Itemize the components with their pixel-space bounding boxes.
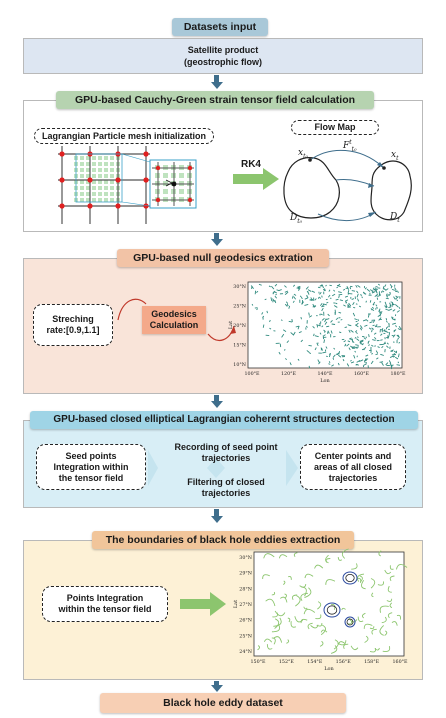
- seed-points-line1: Seed points: [65, 450, 117, 461]
- geodesic-segment: [252, 286, 253, 289]
- mesh-grid: [58, 146, 150, 224]
- mesh-cell: [98, 180, 102, 184]
- geodesic-segment: [356, 304, 357, 305]
- mesh-cell: [92, 174, 96, 178]
- x-tick-label: 160°E: [353, 372, 370, 377]
- mesh-cell: [80, 192, 84, 196]
- y-tick-label: 25°N: [233, 304, 246, 310]
- zoom-node: [156, 166, 160, 170]
- geodesic-segment: [375, 326, 376, 327]
- geodesic-segment: [292, 319, 293, 322]
- x-tick-label: 180°E: [390, 372, 406, 377]
- mesh-node: [115, 203, 120, 208]
- integration-arrow-icon: [180, 592, 228, 616]
- center-points-line3: trajectories: [328, 472, 378, 483]
- mesh-cell: [92, 198, 96, 202]
- zoom-node: [188, 198, 192, 202]
- recording-line1: Recording of seed point: [174, 442, 278, 452]
- mesh-cell: [98, 156, 102, 160]
- mesh-node: [143, 203, 148, 208]
- geodesic-segment: [314, 334, 315, 336]
- geodesic-segment: [380, 340, 382, 341]
- zoom-cell: [163, 173, 168, 178]
- stretching-rate-box: [33, 304, 113, 346]
- y-tick-label: 24°N: [239, 650, 252, 655]
- particle-mesh-diagram: [58, 146, 236, 226]
- symbol-x-t0-sub: t₀: [303, 152, 308, 160]
- satellite-product-panel: [23, 38, 423, 74]
- y-tick-label: 29°N: [239, 571, 252, 577]
- x-tick-label: 140°E: [317, 372, 333, 377]
- geodesic-segment: [392, 354, 395, 355]
- flow-map-label: Flow Map: [291, 120, 379, 135]
- mesh-init-label: Lagrangian Particle mesh initialization: [34, 128, 214, 144]
- geodesic-segment: [339, 294, 343, 295]
- geodesic-segment: [336, 303, 338, 304]
- plot-frame: [248, 282, 402, 368]
- geodesic-segment: [383, 286, 384, 289]
- seed-points-line3: the tensor field: [58, 472, 124, 483]
- geodesic-segment: [376, 324, 377, 327]
- mesh-node: [87, 203, 92, 208]
- geodesic-segment: [377, 298, 378, 300]
- geodesic-segment: [318, 287, 320, 288]
- geodesic-segment: [397, 365, 400, 366]
- zoom-cell: [179, 189, 184, 194]
- mesh-node: [59, 177, 64, 182]
- geodesic-segment: [285, 349, 286, 351]
- null-geodesics-plot: [228, 278, 408, 386]
- geodesic-segment: [326, 326, 329, 327]
- mesh-cell: [92, 162, 96, 166]
- mesh-cell: [98, 192, 102, 196]
- null-geodesics-header: GPU-based null geodesics extration: [117, 249, 329, 267]
- symbol-x-t-base: x: [391, 150, 397, 160]
- geodesic-segment: [263, 325, 264, 328]
- mesh-node: [143, 151, 148, 156]
- symbol-x-t0-base: x: [298, 148, 304, 158]
- geodesic-segment: [281, 320, 282, 321]
- mesh-cell: [80, 168, 84, 172]
- y-tick-label: 10°N: [233, 363, 246, 368]
- mesh-cell: [98, 168, 102, 172]
- zoom-node: [188, 166, 192, 170]
- mesh-cell: [110, 156, 114, 160]
- geodesic-segment: [380, 362, 383, 363]
- x-axis-label: Lon: [324, 666, 334, 672]
- mesh-node: [115, 177, 120, 182]
- lcs-detection-header: GPU-based closed elliptical Lagrangian coherernt structures dectection: [30, 411, 418, 429]
- zoom-cell: [163, 189, 168, 194]
- rk4-arrow-icon: [233, 168, 281, 190]
- mesh-node: [143, 177, 148, 182]
- symbol-flow-map-F: [343, 139, 357, 153]
- symbol-D-t-base: D: [390, 212, 398, 222]
- geodesic-segment: [370, 300, 371, 302]
- mesh-cell: [92, 168, 96, 172]
- mesh-cell: [80, 198, 84, 202]
- geodesic-segment: [307, 295, 308, 296]
- geodesic-segment: [318, 297, 319, 298]
- geodesics-line1: Geodesics: [151, 309, 197, 319]
- geodesic-segment: [301, 317, 302, 319]
- geodesic-segment: [336, 354, 338, 355]
- geodesic-segment: [309, 353, 310, 354]
- seed-points-line2: Integration within: [53, 461, 129, 472]
- y-tick-label: 30°N: [239, 556, 252, 561]
- symbol-F-sub: t₀: [351, 145, 357, 153]
- mesh-cell: [92, 180, 96, 184]
- recording-label: [156, 442, 296, 464]
- black-hole-dataset-output: Black hole eddy dataset: [100, 693, 346, 713]
- datasets-input-header: Datasets input: [172, 18, 268, 36]
- geodesic-segment: [388, 307, 391, 308]
- mesh-node: [59, 151, 64, 156]
- x-tick-label: 152°E: [278, 660, 294, 665]
- mesh-cell: [110, 168, 114, 172]
- symbol-D-t0-base: D: [290, 213, 298, 223]
- mesh-node: [59, 203, 64, 208]
- mesh-cell: [104, 186, 108, 190]
- geodesic-segment: [381, 313, 382, 315]
- symbol-D-t0-sub: t₀: [297, 217, 303, 225]
- mesh-node: [87, 177, 92, 182]
- points-integration-line1: Points Integration: [66, 593, 144, 603]
- mesh-cell: [98, 186, 102, 190]
- y-tick-label: 25°N: [239, 634, 252, 640]
- mesh-cell: [92, 186, 96, 190]
- geodesic-segment: [389, 332, 390, 336]
- geodesics-calculation-box: [142, 306, 206, 334]
- mesh-cell: [80, 174, 84, 178]
- symbol-x-t-sub: t: [396, 154, 399, 162]
- x-tick-label: 120°E: [280, 372, 297, 377]
- y-tick-label: 15°N: [233, 343, 246, 349]
- mesh-cell: [80, 186, 84, 190]
- mesh-cell: [104, 174, 108, 178]
- filtering-label: [156, 477, 296, 499]
- mesh-cell: [80, 156, 84, 160]
- mesh-cell: [92, 156, 96, 160]
- symbol-F-base: F: [343, 141, 350, 151]
- seed-points-box: [36, 444, 146, 490]
- mesh-cell: [104, 180, 108, 184]
- geodesic-segment: [267, 311, 268, 313]
- filtering-line2: trajectories: [201, 488, 251, 498]
- symbol-F-sup: t: [349, 139, 352, 146]
- geodesic-segment: [265, 299, 267, 300]
- mesh-cell: [98, 174, 102, 178]
- y-tick-label: 20°N: [233, 324, 246, 329]
- symbol-x-t: [391, 150, 399, 162]
- x-axis-label: Lon: [320, 378, 330, 384]
- mesh-cell: [98, 198, 102, 202]
- geodesic-segment: [328, 364, 330, 365]
- y-axis-label: Lat: [228, 320, 234, 330]
- recording-line2: trajectories: [201, 453, 251, 463]
- mesh-cell: [98, 162, 102, 166]
- mesh-cell: [104, 156, 108, 160]
- zoom-node: [156, 198, 160, 202]
- mesh-cell: [104, 162, 108, 166]
- mesh-cell: [104, 168, 108, 172]
- mesh-cell: [80, 180, 84, 184]
- satellite-product-line2: (geostrophic flow): [184, 57, 262, 67]
- rk4-label: RK4: [240, 159, 261, 170]
- mesh-cell: [110, 162, 114, 166]
- stretching-rate-line2: rate:[0.9,1.1]: [46, 325, 100, 335]
- zoom-center-node: [172, 182, 177, 187]
- mesh-cell: [104, 198, 108, 202]
- points-integration-line2: within the tensor field: [58, 604, 152, 614]
- geodesic-segment: [369, 334, 370, 337]
- filtering-line1: Filtering of closed: [187, 477, 265, 487]
- symbol-x-t0: [298, 148, 308, 160]
- black-hole-eddies-plot: [232, 548, 412, 676]
- geodesic-segment: [366, 301, 367, 303]
- x-tick-label: 154°E: [307, 660, 323, 665]
- geodesic-segment: [352, 291, 355, 292]
- geodesic-segment: [353, 307, 355, 308]
- black-hole-header: The boundaries of black hole eddies extraction: [92, 531, 354, 549]
- mesh-cell: [110, 198, 114, 202]
- center-points-line1: Center points and: [314, 450, 392, 461]
- x-tick-label: 100°E: [244, 372, 260, 377]
- geodesic-segment: [333, 358, 334, 360]
- stretching-rate-line1: Streching: [52, 314, 94, 324]
- mesh-cell: [104, 192, 108, 196]
- x-tick-label: 158°E: [364, 660, 380, 665]
- mesh-cell: [110, 180, 114, 184]
- symbol-D-t-sub: t: [397, 216, 400, 224]
- mesh-cell: [110, 186, 114, 190]
- y-tick-label: 30°N: [233, 285, 246, 290]
- mesh-cell: [80, 162, 84, 166]
- mesh-cell: [110, 174, 114, 178]
- satellite-product-line1: Satellite product: [187, 45, 259, 55]
- geodesic-segment: [360, 344, 362, 345]
- x-tick-label: 160°E: [392, 660, 408, 665]
- mesh-cell: [110, 192, 114, 196]
- center-points-line2: areas of all closed: [313, 461, 393, 472]
- geodesic-segment: [386, 318, 387, 320]
- symbol-D-t0: [290, 213, 302, 225]
- geodesic-segment: [309, 313, 310, 316]
- geodesic-segment: [322, 296, 323, 298]
- x-tick-label: 150°E: [250, 660, 266, 665]
- geodesic-segment: [352, 339, 353, 343]
- y-tick-label: 27°N: [239, 603, 252, 608]
- points-integration-box: [42, 586, 168, 622]
- mesh-cell: [92, 192, 96, 196]
- y-tick-label: 26°N: [239, 618, 252, 624]
- y-axis-label: Lat: [233, 599, 239, 609]
- geodesics-line2: Calculation: [149, 320, 199, 330]
- cauchy-green-header: GPU-based Cauchy-Green strain tensor field calculation: [56, 91, 374, 109]
- mesh-zoom-inset: [150, 160, 196, 208]
- y-tick-label: 28°N: [239, 587, 252, 593]
- symbol-D-t: [390, 212, 400, 224]
- center-points-box: [300, 444, 406, 490]
- x-tick-label: 156°E: [335, 660, 351, 665]
- zoom-cell: [179, 173, 184, 178]
